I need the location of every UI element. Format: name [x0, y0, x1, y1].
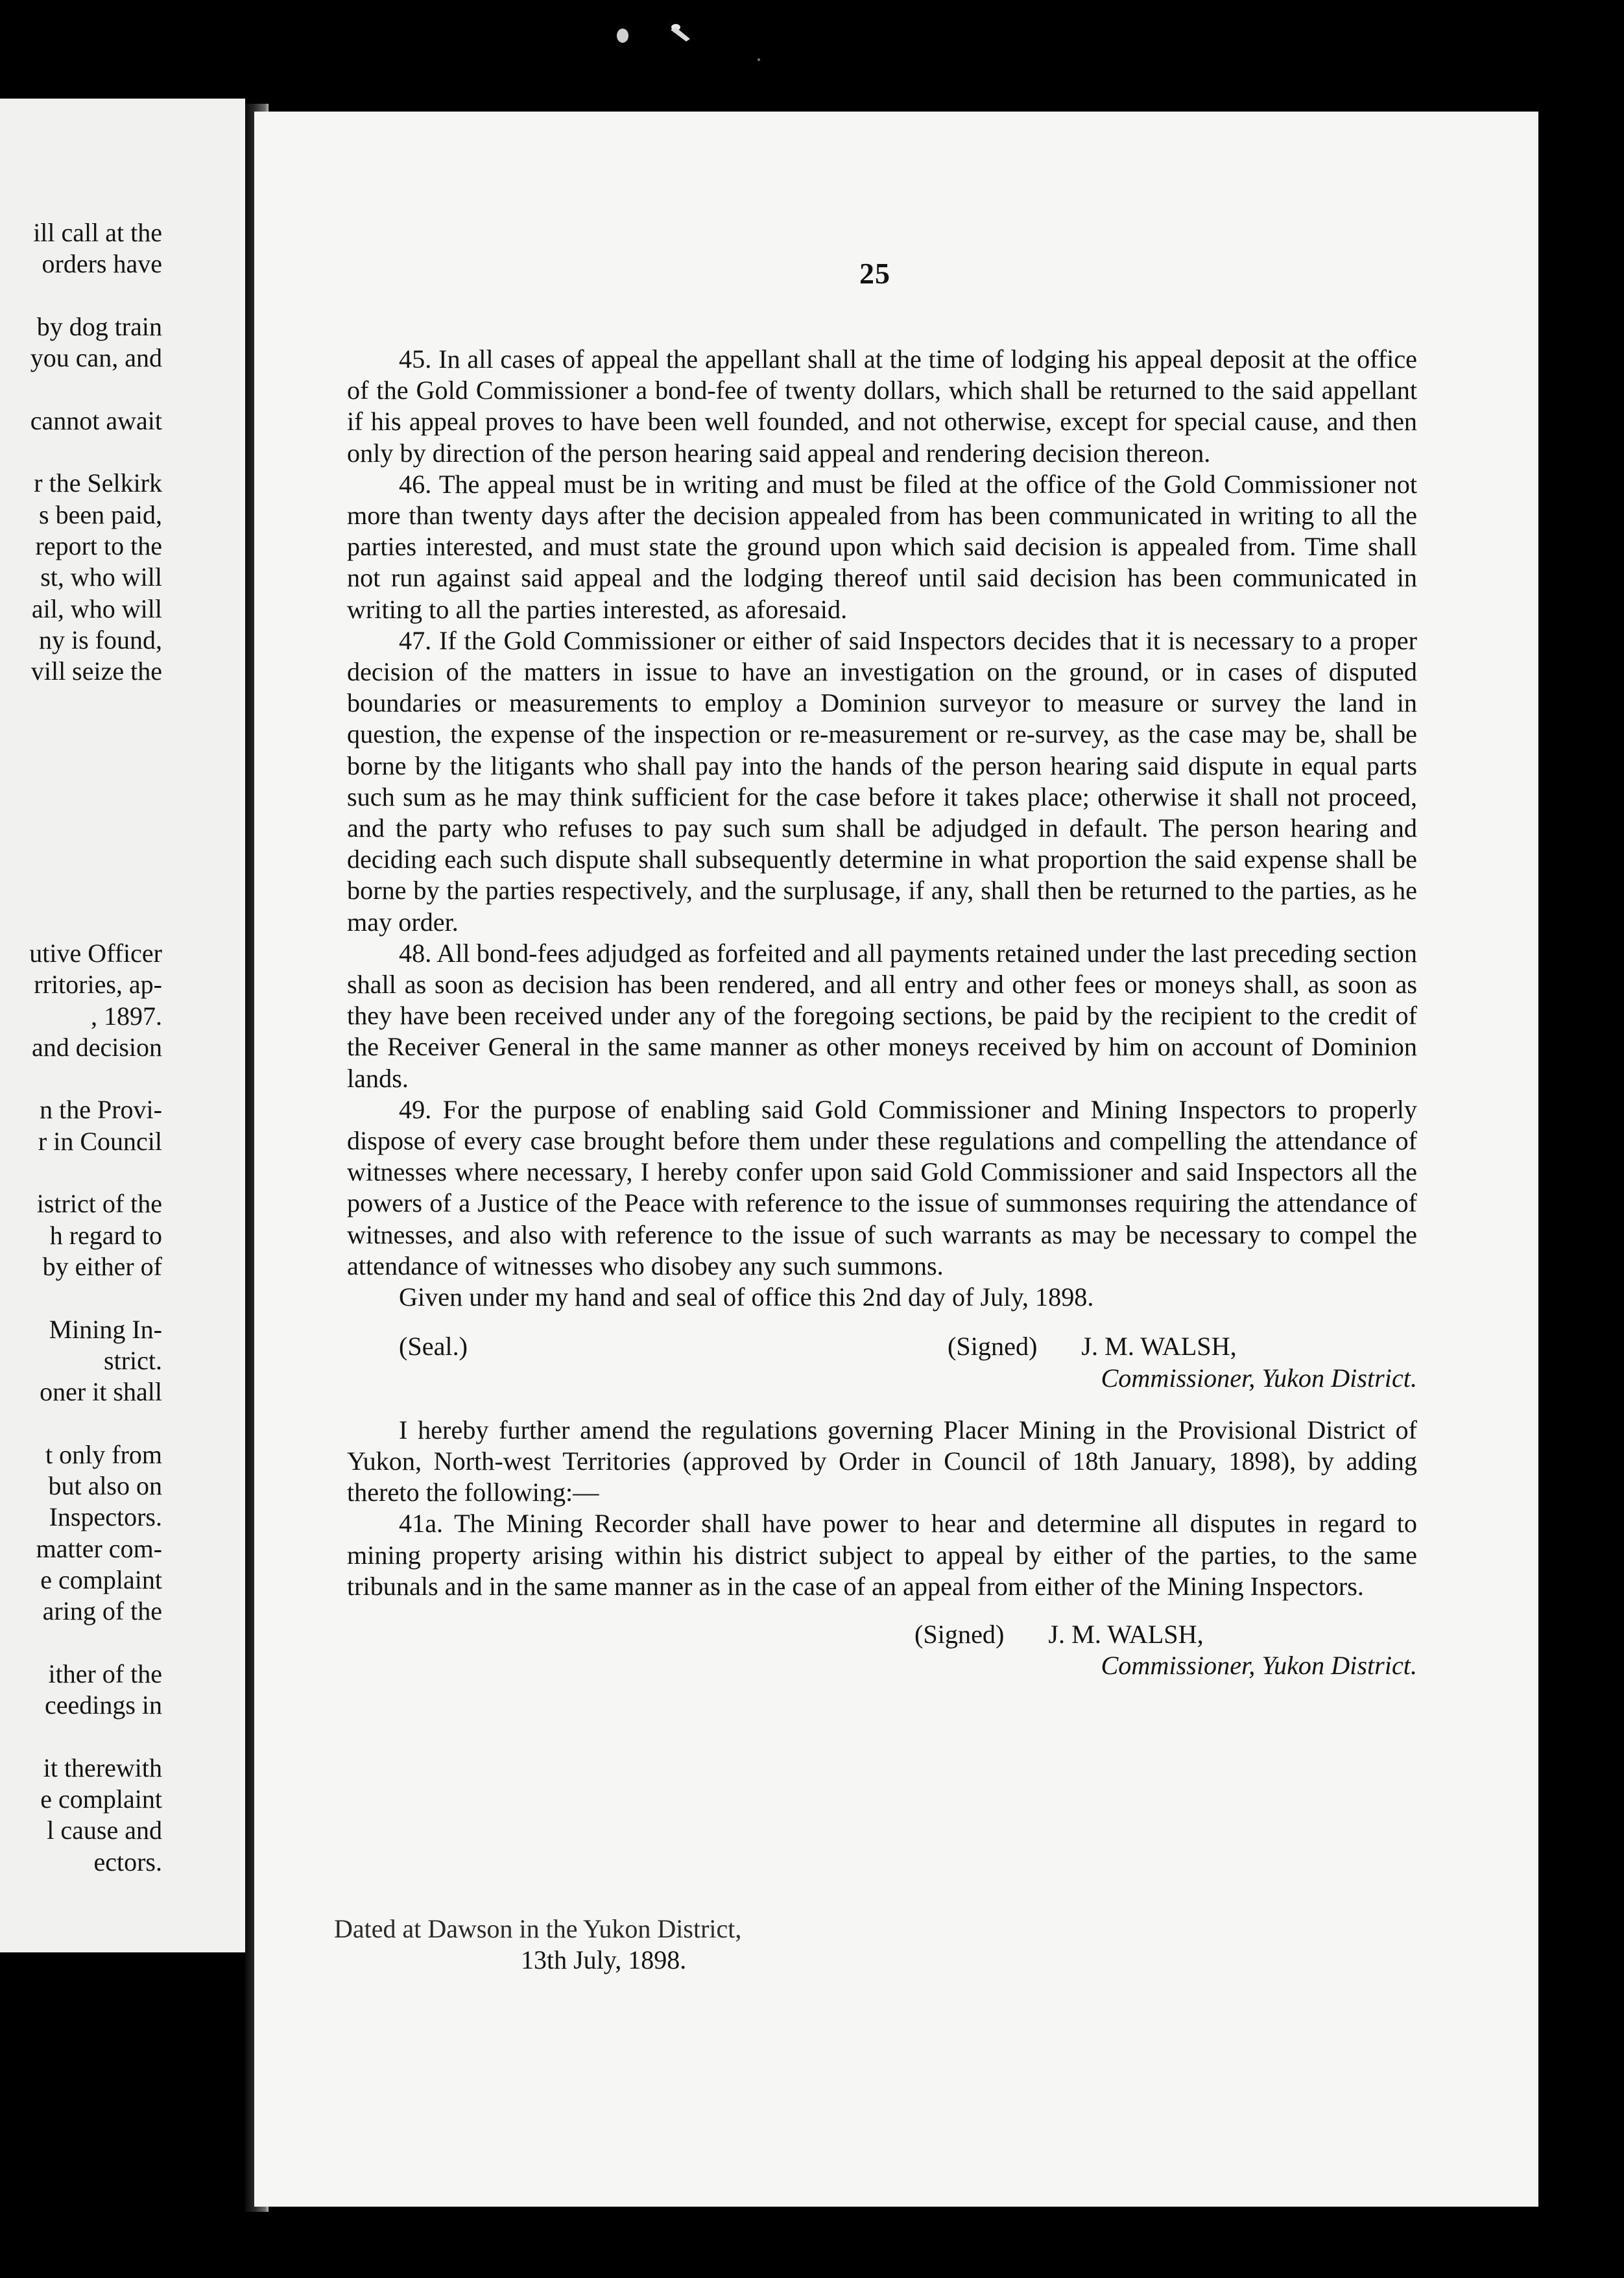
left-page-line: e complaint: [40, 1784, 162, 1814]
left-page-line: orders have: [42, 249, 162, 279]
left-page-line: matter com-: [36, 1533, 162, 1563]
given-line: Given under my hand and seal of office this 2nd day of July, 1898.: [399, 1282, 1094, 1312]
page-number: 25: [859, 257, 890, 290]
seal-label: (Seal.): [399, 1332, 468, 1361]
left-page-line: ither of the: [48, 1659, 162, 1688]
left-page-line: , 1897.: [91, 1001, 162, 1031]
left-page-line: aring of the: [42, 1596, 162, 1626]
left-page-line: ectors.: [93, 1847, 162, 1876]
left-page-line: e complaint: [40, 1565, 162, 1594]
section-49: 49. For the purpose of enabling said Gold Commissioner and Mining Inspectors to properly dispose of every case brought before them under these regulations and compelling the attendance of witnesses where necessary, I hereby confer upon said Gold Commissioner and said Inspectors all the powers of a Justice of the Peace with reference to the issue of summonses requiring the attendance of witnesses, and also with reference to the issue of such warrants as may be necessary to compel the attendance of witnesses who disobey any such summons.: [347, 1094, 1417, 1280]
dated-date: 13th July, 1898.: [521, 1945, 687, 1974]
amendment-paragraph: I hereby further amend the regulations governing Placer Mining in the Provisional District of Yukon, North-west Territories (approved by Order in Council of 18th January, 1898), by adding thereto the following:—: [347, 1415, 1417, 1507]
left-page-line: Inspectors.: [49, 1502, 162, 1532]
section-46: 46. The appeal must be in writing and must be filed at the office of the Gold Commissioner not more than twenty days after the decision appealed from has been communicated in writing to all the parties interested, and must state the ground upon which said decision is appealed from. Time shall not run against said appeal and the lodging thereof until said decision has been communicated in writing to all the parties interested, as aforesaid.: [347, 469, 1417, 624]
left-page-line: h regard to: [49, 1220, 162, 1250]
left-page-line: r in Council: [38, 1126, 162, 1156]
section-47: 47. If the Gold Commissioner or either of said Inspectors decides that it is necessary to a proper decision of the matters in issue to have an investigation on the ground, or in cases of disputed boundaries or measurements to employ a Dominion surveyor to measure or survey the land in question, the expense of the inspection or re-measurement or re-survey, as the case may be, shall be borne by the litigants who shall pay into the hands of the person hearing said dispute in equal parts such sum as he may think sufficient for the case before it takes place; otherwise it shall not proceed, and the party who refuses to pay such sum shall be adjudged in default. The person hearing and deciding each such dispute shall subsequently determine in what proportion the said expense shall be borne by the parties respectively, and the surplusage, if any, shall then be returned to the parties, as he may order.: [347, 625, 1417, 937]
left-page-line: by either of: [42, 1251, 162, 1281]
signatory-name: J. M. WALSH,: [1081, 1332, 1237, 1361]
section-48: 48. All bond-fees adjudged as forfeited and all payments retained under the last preceding section shall as soon as decision has been rendered, and all entry and other fees or moneys shall, as soon as they have been received under any of the foregoing sections, be paid by the recipient to the credit of the Receiver General in the same manner as other moneys received by him on account of Dominion lands.: [347, 938, 1417, 1093]
left-page-fragment: [0, 99, 245, 1952]
scan-specks: [603, 13, 798, 65]
left-page-line: ceedings in: [44, 1690, 162, 1720]
left-page-line: rritories, ap-: [34, 970, 162, 1000]
left-page-line: but also on: [48, 1471, 162, 1500]
signatory-title: Commissioner, Yukon District.: [1101, 1363, 1417, 1393]
left-page-line: st, who will: [40, 562, 162, 592]
left-page-line: ill call at the: [33, 218, 162, 247]
dated-place: Dated at Dawson in the Yukon District,: [334, 1914, 742, 1943]
left-page-line: cannot await: [30, 405, 162, 435]
left-page-line: ny is found,: [39, 625, 162, 654]
left-page-line: s been paid,: [39, 499, 162, 529]
left-page-line: oner it shall: [40, 1377, 162, 1407]
left-page-line: and decision: [31, 1032, 162, 1062]
left-page-line: you can, and: [30, 343, 162, 373]
section-45: 45. In all cases of appeal the appellant shall at the time of lodging his appeal deposit at the office of the Gold Commissioner a bond-fee of twenty dollars, which shall be returned to the said appellant if his appeal proves to have been well founded, and not otherwise, except for special cause, and then only by direction of the person hearing said appeal and rendering decision thereon.: [347, 344, 1417, 468]
page-body: [347, 344, 1417, 1681]
left-page-line: strict.: [104, 1345, 162, 1375]
left-page-line: l cause and: [47, 1816, 162, 1845]
left-page-line: by dog train: [36, 311, 162, 341]
dated-block: [334, 1913, 741, 1976]
signature-block-1: [347, 1331, 1417, 1362]
left-page-line: r the Selkirk: [34, 468, 162, 498]
left-page-line: Mining In-: [49, 1314, 162, 1344]
left-page-line: n the Provi-: [40, 1095, 162, 1125]
left-page-line: istrict of the: [36, 1189, 162, 1219]
left-page-line: t only from: [45, 1439, 162, 1469]
signatory-name-2: J. M. WALSH,: [1048, 1619, 1204, 1649]
left-page-line: ail, who will: [31, 593, 162, 623]
left-page-line: report to the: [35, 531, 162, 560]
section-41a: 41a. The Mining Recorder shall have power to hear and determine all disputes in regard to mining property arising within his district subject to appeal by either of the parties, to the same tribunals and in the same manner as in the case of an appeal from either of the Mining Inspectors.: [347, 1509, 1417, 1601]
left-page-line: utive Officer: [29, 938, 162, 968]
signed-label-2: (Signed): [914, 1619, 1005, 1649]
left-page-line: it therewith: [43, 1753, 162, 1782]
signature-block-2: [347, 1619, 1417, 1650]
left-page-line: vill seize the: [30, 656, 162, 686]
signatory-title-2: Commissioner, Yukon District.: [1101, 1651, 1417, 1681]
signed-label: (Signed): [948, 1332, 1038, 1361]
